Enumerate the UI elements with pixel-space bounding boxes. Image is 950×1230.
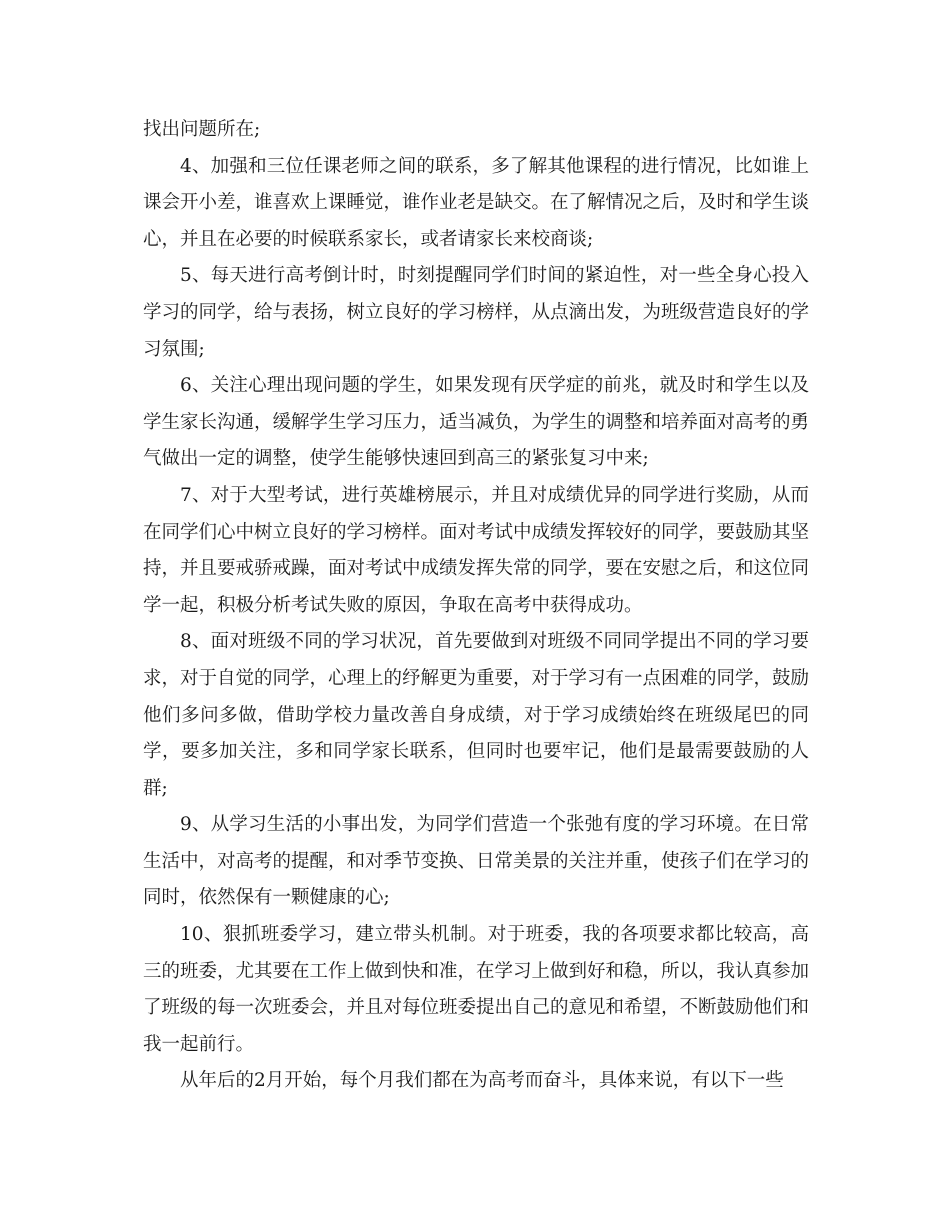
paragraph-closing: 从年后的2月开始，每个月我们都在为高考而奋斗，具体来说，有以下一些 [180,1070,784,1092]
paragraph-item-8: 8、面对班级不同的学习状况，首先要做到对班级不同同学提出不同的学习要求，对于自觉的同学，心理上的纾解更为重要，对于学习有一点困难的同学，鼓励他们多问多做，借助学校力量改善自身成绩，对于学习成绩始终在班级尾巴的同学，要多加关注，多和同学家长联系，但同时也要牢记，他们是最需要鼓励的人群; [143,631,810,799]
document-body [143,112,809,1100]
paragraph-item-10: 10、狠抓班委学习，建立带头机制。对于班委，我的各项要求都比较高，高三的班委，尤其要在工作上做到快和准，在学习上做到好和稳，所以，我认真参加了班级的每一次班委会，并且对每位班委提出自己的意见和希望，不断鼓励他们和我一起前行。 [143,924,810,1055]
paragraph-item-5: 5、每天进行高考倒计时，时刻提醒同学们时间的紧迫性，对一些全身心投入学习的同学，给与表扬，树立良好的学习榜样，从点滴出发，为班级营造良好的学习氛围; [143,265,810,360]
paragraph-item-7: 7、对于大型考试，进行英雄榜展示，并且对成绩优异的同学进行奖励，从而在同学们心中树立良好的学习榜样。面对考试中成绩发挥较好的同学，要鼓励其坚持，并且要戒骄戒躁，面对考试中成绩发挥失常的同学，要在安慰之后，和这位同学一起，积极分析考试失败的原因，争取在高考中获得成功。 [143,484,810,616]
paragraph-item-6: 6、关注心理出现问题的学生，如果发现有厌学症的前兆，就及时和学生以及学生家长沟通，缓解学生学习压力，适当减负，为学生的调整和培养面对高考的勇气做出一定的调整，使学生能够快速回到高三的紧张复习中来; [143,375,810,470]
paragraph-item-9: 9、从学习生活的小事出发，为同学们营造一个张弛有度的学习环境。在日常生活中，对高考的提醒，和对季节变换、日常美景的关注并重，使孩子们在学习的同时，依然保有一颗健康的心; [143,814,810,909]
paragraph-continuation: 找出问题所在; [143,119,261,140]
paragraph-item-4: 4、加强和三位任课老师之间的联系，多了解其他课程的进行情况，比如谁上课会开小差，谁喜欢上课睡觉，谁作业老是缺交。在了解情况之后，及时和学生谈心，并且在必要的时候联系家长，或者请家长来校商谈; [143,155,810,250]
